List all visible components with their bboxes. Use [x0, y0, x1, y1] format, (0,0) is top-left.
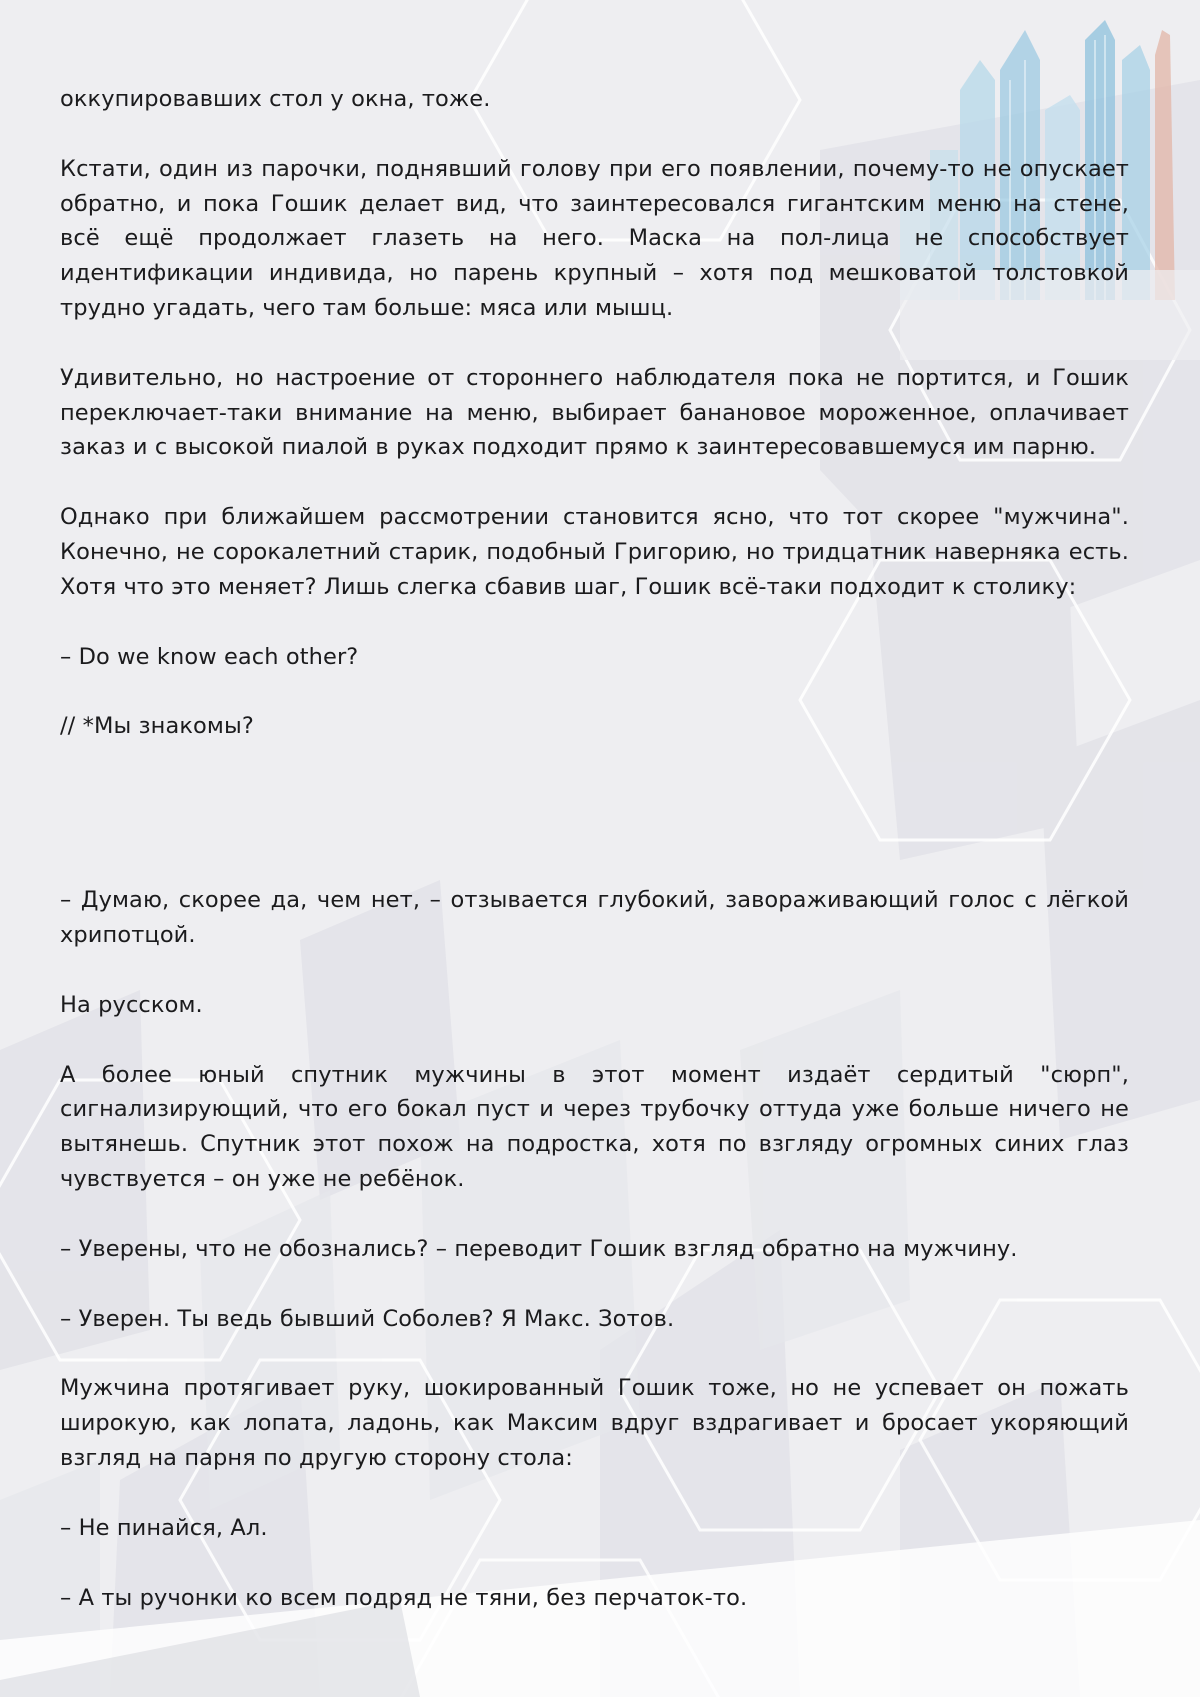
dialogue-line: – Думаю, скорее да, чем нет, – отзывается глубокий, завораживающий голос с лёгкой хрипотцой. [60, 887, 1129, 948]
dialogue-line: – Не пинайся, Ал. [60, 1514, 268, 1541]
paragraph: Мужчина протягивает руку, шокированный Гошик тоже, но не успевает он пожать широкую, как лопата, ладонь, как Максим вдруг вздрагивает и бросает укоряющий взгляд на парня по другую сторону стола: [60, 1375, 1129, 1471]
dialogue-line: – Уверены, что не обознались? – переводит Гошик взгляд обратно на мужчину. [60, 1235, 1018, 1262]
paragraph: Однако при ближайшем рассмотрении становится ясно, что тот скорее "мужчина". Конечно, не сорокалетний старик, подобный Григорию, но тридцатник наверняка есть. Хотя что это меняет? Лишь слегка сбавив шаг, Гошик всё-таки подходит к столику: [60, 504, 1129, 600]
dialogue-line: – Уверен. Ты ведь бывший Соболев? Я Макс. Зотов. [60, 1305, 675, 1332]
paragraph: оккупировавших стол у окна, тоже. [60, 86, 491, 112]
dialogue-line: – А ты ручонки ко всем подряд не тяни, без перчаток-то. [60, 1584, 748, 1611]
paragraph: Кстати, один из парочки, поднявший голову при его появлении, почему-то не опускает обратно, и пока Гошик делает вид, что заинтересовался гигантским меню на стене, всё ещё продолжает глазеть на него. Маска на пол-лица не способствует идентификации индивида, но парень крупный – хотя под мешковатой толстовкой трудно угадать, чего там больше: мяса или мышц. [60, 155, 1129, 321]
paragraph: На русском. [60, 991, 203, 1018]
blank-space [60, 779, 1129, 883]
paragraph: А более юный спутник мужчины в этот момент издаёт сердитый "сюрп", сигнализирующий, что его бокал пуст и через трубочку оттуда уже больше ничего не вытянешь. Спутник этот похож на подростка, хотя по взгляду огромных синих глаз чувствуется – он уже не ребёнок. [60, 1061, 1129, 1192]
paragraph: Удивительно, но настроение от стороннего наблюдателя пока не портится, и Гошик переключает-таки внимание на меню, выбирает банановое мороженное, оплачивает заказ и с высокой пиалой в руках подходит прямо к заинтересовавшемуся им парню. [60, 364, 1129, 461]
dialogue-line: – Do we know each other? [60, 643, 359, 670]
translation-note: // *Мы знакомы? [60, 713, 254, 740]
